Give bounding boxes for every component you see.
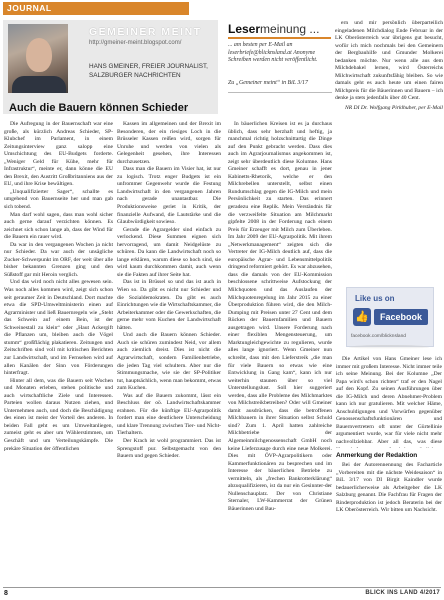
facebook-logo: Facebook: [374, 309, 428, 325]
paragraph: ern und mir persönlich überparteilich eingeladenen Milchdialog Ende Februar in der LK Oberösterreich war übrigens gut besucht, wofür ich mich nochmals bei den Gemeinern der Bergbauhilfe und Gmunder Molkerei bedanken möchte. Nur wenn alle aus dem Milchdebakel lernen, wird Österreichs Milchwirtschaft zukunftsfähig bleiben. So wie damals geht es auch heute um einen fairen Milchpreis für die Bäuerinnen und Bauern – ich denke ja stets jedenfalls über 40 Cent.: [335, 20, 443, 102]
letters-intro: ... am besten per E-Mail an leserbriefe@blicknsland.at Anonyme Schreiben werden nicht veröffentlicht.: [228, 42, 318, 63]
letters-title-rest: meinung ...: [260, 22, 320, 36]
banner-shadow: [349, 345, 429, 349]
thumbs-up-icon: 👍: [353, 308, 371, 326]
author-face: [26, 38, 52, 72]
paragraph: Gerade die Agrargelder sind einfach zu verlockend. Diese Summen eignen sich hervorragend, um damit Neidgelüste zu schüren. Da kann die Landwirtschaft noch so lange erklären, warum diese so hoch sind, sie wird kaum durchkommen damit, auch wenn sie die Fakten auf ihrer Seite hat.: [117, 226, 221, 278]
paragraph: Da war in den vergangenen Wochen ja nicht nur Schieder. Da war auch der unsägliche Zucker-Schwerpunkt im ORF, der weit über alle bisher bekannten Grenzen ging und den Süßstoff gar mit Heroin verglich.: [4, 241, 113, 278]
divider: [228, 92, 332, 93]
facebook-box: [346, 287, 434, 347]
article-headline: Auch die Bauern können Schieder: [9, 102, 189, 114]
article-column-2: [117, 121, 221, 533]
paragraph: Der Krach ist wohl programmiert. Das ist Sprengstoff pur. Selbstgemacht von den Bauern und gegen Schieder.: [117, 437, 221, 460]
letter-signature: NR DI Dr. Wolfgang Pirklhuber, per E-Mail: [345, 105, 443, 112]
paragraph: Dass man die Bauern im Visier hat, ist nur zu logisch. Trotz enger Budgets ist ein unfrommer Gegenwehr wurde die Festung Landwirtschaft in den vergangenen Jahren nach gerade unantastbar. Die Produktionsweise geriet in Kritik, der finanzielle Aufwand, die Lautstärke und die Glaubwürdigkeit sowieso.: [117, 166, 221, 226]
facebook-like-text: Like us on: [355, 294, 395, 303]
paragraph: Kassen im allgemeinen und der Brexit im Besonderen, der ein riesiges Loch in die Brüsseler Kassen reißen wird, sorgen für Unruhe und werden von vielen als Gelegenheit gesehen, ihre Interessen durchzusetzen.: [117, 121, 221, 165]
column-header: [3, 20, 218, 114]
letters-title-bold: Leser: [228, 22, 261, 36]
letters-title-underline: [228, 37, 331, 39]
article-column-1: [4, 121, 113, 587]
section-bar: [3, 2, 189, 15]
letter-reference: Zu „Gemeiner meint“ in BiL 3/17: [228, 80, 308, 86]
paragraph: Und auch die Bauern können Schieder. Auch sie schüren zumindest Neid, vor allem auch ziemlich dreist. Dies ist nicht die Agrarwirtschaft, sondern Familienbetriebe, die jeden Tag viel schultern. Aber nur die Stimmungsmache, wie sie der SP-Politiker tut, hauptsächlich, wenn man bekommt, etwas zum Kuchen.: [117, 332, 221, 392]
paragraph: „Unqualifizierter Sager“, schallte es umgehend von Bauernseite her und man gab sich tobend.: [4, 188, 113, 211]
paragraph: Hinter all dem, was die Bauern seit Wochen und Monaten erleben, stehen politische und auch wirtschaftliche Ziele und Interessen. Parteien wollen daraus Nutzen ziehen, und Unternehmen auch, und doch die Beschädigung des einen ist meist der Vorteil des anderen. In beiden Fall geht es um Umweltanliegen, zumeist geht es aber um Wählerstimmen, um Geschäft und um Verteilungskämpfe. Die prekäre Situation der öffentlichen: [4, 377, 113, 452]
editor-note-text: [336, 462, 442, 582]
page-number: 8: [4, 590, 8, 597]
author-byline: HANS GMEINER, FREIER JOURNALIST, SALZBURGER NACHRICHTEN: [89, 63, 208, 79]
letters-column-1: [228, 121, 332, 580]
paragraph: Und das wird noch nicht alles gewesen sein. Was noch alles kommen wird, zeigt sich schon seit geraumer Zeit in Deutschland. Dort machte etwa die SPD-Umweltministerin einen auf Agrarminister und ließ Bauernregeln wie „Steht das Schwein auf einem Bein, ist der Schweinestall zu klein“ oder „Haut Ackergift die Pflanzen um, bleiben auch die Vögel stumm“ großflächig plakatieren. Zeitungen und Zeitschriften sind voll mit kritischen Berichten zur Landwirtschaft, und im Fernsehen wird auf allen Kanälen der Sinn von Förderungen hinterfragt.: [4, 279, 113, 377]
blog-url[interactable]: http://gmeiner-meint.blogspot.com/: [89, 40, 182, 46]
letters-column-3: [336, 356, 442, 448]
paragraph: Bei der Autorennennung des Facharticle „Vorbereiten mit die nächste Weidesaison“ in BiL 3/17 von DI Birgit Kaindler wurde bedauerlicherweise als Arbeitgeber die LK Salzburg genannt. Die Fachfrau für Fragen der Rinderproduktion ist jedoch Beraterin bei der LK Oberösterreich. Wir bitten um Nachsicht.: [336, 462, 442, 514]
letters-title: [228, 22, 319, 36]
paragraph: Man darf wohl sagen, dass man wohl sicher auch gerne darauf verzichten können. Es zeichnet sich schon lange ab, dass der Wind für die Bauern ein rauer wird.: [4, 211, 113, 241]
editor-note-title: Anmerkung der Redaktion: [336, 452, 418, 459]
author-photo: [8, 24, 68, 93]
paragraph: Was auf die Bauern zukommt, lässt ein Beschluss der oö. Landwirtschaftskammer erahnen. Für die künftige EU-Agrarpolitik fordert man eine deutlichere Unterscheidung und klare Trennung zwischen Tier- und Nicht-Tierhaltern.: [117, 392, 221, 437]
facebook-banner[interactable]: [346, 287, 432, 353]
author-shirt: [12, 76, 66, 93]
paragraph: Das ist in Brüssel so und das ist auch in Wien so. Da gibt es nicht nur Schieder und die Sozialdemokraten. Da gibt es auch Einrichtungen wie die Wirtschaftskammer, die Arbeiterkammer oder die Gewerkschaften, die gerne mehr vom Kuchen der Landwirtschaft hätten.: [117, 279, 221, 331]
footer-rule: [3, 587, 441, 588]
paragraph: Die Aufregung in der Bauernschaft war eine große, als kürzlich Andreas Schieder, SP-Klubchef im Parlament, in einem Zeitungsinterview ganz salopp eine Umschichtung des EU-Budgets forderte. „Weniger Geld für Kühe, mehr für Infrastruktur“, meinte er, dann könne die EU den Brexit, den Austritt Großbritanniens aus der EU, und ihre Krise bewältigen.: [4, 121, 113, 188]
section-label: JOURNAL: [7, 3, 52, 13]
facebook-url[interactable]: facebook.com/blicknsland: [351, 334, 406, 339]
paragraph: In bäuerlichen Kreisen ist es ja durchaus üblich, dass sehr herzhaft und heftig, ja manchmal richtig holzschnittartig die Dinge auf den Punkt gebracht werden. Dass dies auch im Agrarjournalismus angekommen ist, zeigt sehr überdeutlich diese Kolumne. Hans Gmeiner schafft es dort, genau in jener Kabinetts-Rhetorik, welche er den Milchrebellen unterstellt, selbst einen Rundumschlag gegen die IG-Milch und mein Persönlichkeit zu starten. Das erinnert geradezu eine Replik. Mein Verständnis für die verzweifelte Situation am Milchmarkt gipfelte 2008 in der Forderung nach einem Preis für Erzeuger mit Milch zum Überleben. Im Jahr 2009 der EU-Agrarpolitik. Mit ihrem „Netwerkmanagement“ zeigten sich die Vertreter der IG-Milch deutlich auf, dass die europäische Agrar- und Lebensmittelpolitik dringend reformiert gehört. Es war abzusehen, dass die damals von der EU-Kommission beschlossene schrittweise Aufstockung der Milchquoten und das Auslaufen der Milchquotenregelung im Jahr 2015 zu einer Überproduktion führen wird, die den Milch-Dumping mit Preisen unter 27 Cent und dem Rücken der Bauernfamilien und Bauern ausgetragen wird. Unsere Forderung nach einer flexiblen Mengensteuerung, um Marktungleichgewichte zu regulieren, wurde alles lange ignoriert. Wenn Gmeiner nun schreibt, dass mit den Lieferstreik „die man für viele Bauern so etwas wie eine Entwicklung in Gang kam“, kann ich nur weiterhin staunen über so viel Unterstellungslust. Soll hier suggeriert werden, dass alle Probleme des Milchmarktes von Milchstreikbetreiben? Oder will Gmeiner damit ausdrücken, dass die betroffenen Milchbauern in ihrer Situation selbst Schuld sind? Zum 1. April hatten zahlreiche Milchbetriebe der Algemeinmilchgenossenschaft GmbH noch keine Lieferzusage durch eine neue Molkerei. Dies mit ÖVP-Agrarpolitikern oder Kammerfunktionären zu besprechen und im Interesse der bäuerlichen Betriebe zu vermitteln, als „frechen Bankrotterklärung“ abzuqualifizieren, ist da nur ein Gesinnter-der Nullenschauplatz. Der von Christiane Sternaler, LW-Kammerrat der Grünen Bäuerinnen und Bau-: [228, 121, 332, 512]
letters-column-2: [335, 20, 443, 283]
column-title: GEMEINER MEINT: [89, 26, 202, 38]
issue-label: BLICK INS LAND 4/2017: [365, 590, 440, 596]
paragraph: Die Artikel von Hans Gmeiner lese ich immer mit großem Interesse. Nicht immer teile ich seine Meinung. Bei der Kolumne „Der Papa wird's schon richten“ traf er den Nagel auf den Kopf. Zu seinen Ausführungen über die IG-Milch und deren Abnehmer-Problem kann ich nur gratulieren. Mit welcher Häme, Anschuldigungen und Vorwürfen gegenüber Genossenschaftsfunktionären und Bauernvertretern oft unter der Gürtellinie argumentiert wurde, war für viele nicht mehr nachvollziehbar. Aber all das, was diese: [336, 356, 442, 446]
